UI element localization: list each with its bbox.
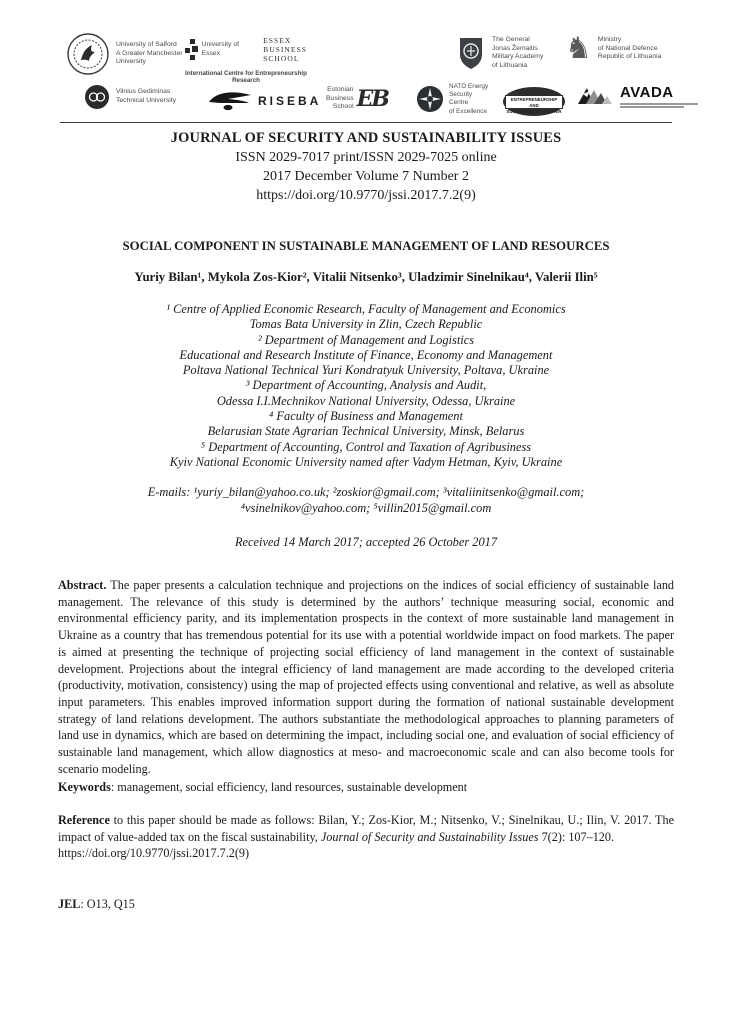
military-academy-logo [458, 36, 543, 70]
military-academy-text-line: Jonas Žemaitis [492, 44, 538, 52]
article-emails [58, 485, 674, 516]
jel-label: JEL [58, 897, 81, 911]
jel-line [58, 896, 674, 913]
article-title: SOCIAL COMPONENT IN SUSTAINABLE MANAGEMENT OF LAND RESOURCES [122, 239, 610, 253]
esc-text-line: ENTREPRENEURSHIP AND [510, 97, 558, 108]
ministry-of-defence-logo [565, 31, 662, 66]
nato-energy-centre-logo [416, 83, 488, 116]
affiliation-line: Odessa I.I.Mechnikov National University, Odessa, Ukraine [216, 393, 516, 408]
ebs-text-line: Business [326, 94, 354, 102]
estonian-business-school-logo [326, 86, 388, 112]
affiliation-line: Kyiv National Economic University named after Vadym Hetman, Kyiv, Ukraine [169, 454, 563, 469]
riseba-logo [208, 90, 321, 112]
avada-logo [578, 85, 698, 108]
military-academy-text-line: Military Academy [492, 53, 544, 61]
affiliation-line: Poltava National Technical Yuri Kondratyuk University, Poltava, Ukraine [182, 363, 550, 378]
abstract-text: The paper presents a calculation technique and projections on the indices of social efficiency of sustainable land management. The relevance of this study is determined by the authors’ technique measuring social, economic and environmental efficiency parity, and its implementation prospects in the context of more sustainable land management in Ukraine as a country that has tremendous potential for its use with a potential worldwide impact on food markets. The paper is aimed at presenting the technique of projecting social efficiency of land management in the context of sustainable development. Projections about the integral efficiency of land management are made according to the developed criteria (productivity, motivation, consistency) using the map of projected effects using conventional and relative, as well as absolute input parameters. This enables improved information support during the formation of national sustainable development strategy of land relations development. The authors substantiate the methodological approaches to planning parameters of land use in dynamics, which are based on determining the impact, including social one, and evaluation of social efficiency of sustainable land management, which allow diagnostics at meso- and macroeconomic scale and can also become tools for scenario modeling. [58, 578, 674, 776]
affiliation-line: ³ Department of Accounting, Analysis and Audit, [245, 378, 487, 393]
reference-label: Reference [58, 813, 110, 827]
essex-business-school-line: ESSEX [263, 36, 292, 45]
affiliation-line: ¹ Centre of Applied Economic Research, Faculty of Management and Economics [166, 302, 566, 316]
affiliation-line: ² Department of Management and Logistics [257, 332, 475, 347]
journal-issn: ISSN 2029-7017 print/ISSN 2029-7025 online [235, 150, 497, 165]
riseba-label: RISEBA [258, 94, 322, 108]
military-academy-shield-icon [458, 36, 484, 70]
journal-doi-link[interactable]: https://doi.org/10.9770/jssi.2017.7.2(9) [256, 188, 476, 203]
keywords-line [58, 779, 674, 796]
essex-business-school-line: BUSINESS [263, 45, 307, 54]
keywords-label: Keywords [58, 780, 111, 794]
affiliation-line: Educational and Research Institute of Finance, Economy and Management [179, 347, 553, 362]
ministry-text-line: Republic of Lithuania [597, 53, 662, 61]
essex-business-school-line: SCHOOL [263, 54, 300, 63]
emails-line: E-mails: ¹yuriy_bilan@yahoo.co.uk; ²zoskior@gmail.com; ³vitaliinitsenko@gmail.com; [147, 485, 585, 499]
military-academy-text-line: of Lithuania [492, 61, 528, 69]
article-affiliations [58, 302, 674, 470]
reference-text-after: 7(2): 107–120. [538, 829, 615, 844]
ebs-text-line: Estonian [327, 86, 354, 93]
avada-triangles-icon [578, 85, 616, 107]
salford-text-line: A Greater Manchester [116, 49, 183, 57]
vilnius-gediminas-seal-icon [84, 84, 110, 110]
affiliation-line: Belarusian State Agrarian Technical University, Minsk, Belarus [207, 424, 525, 439]
vgtu-text-line: Technical University [116, 97, 177, 104]
university-of-essex-squares-icon [185, 39, 197, 61]
abstract-paragraph [58, 577, 674, 777]
ebs-text-line: School [332, 103, 354, 111]
header-divider [60, 122, 672, 123]
vilnius-gediminas-logo [84, 84, 176, 110]
reference-paragraph [58, 812, 674, 862]
entrepreneurship-sustainability-center-logo [503, 86, 565, 118]
affiliation-line: ⁴ Faculty of Business and Management [269, 409, 463, 424]
jel-codes: : O13, Q15 [80, 897, 135, 911]
salford-text-line: University [116, 58, 146, 66]
essex-university-label: University of Essex [201, 40, 239, 57]
esc-text-line: SUSTAINABILITY CENTER [506, 109, 562, 114]
avada-label: AVADA [620, 84, 674, 101]
affiliation-line: Tomas Bata University in Zlin, Czech Republic [249, 317, 483, 332]
reference-text-before: to this paper should be made as follows: Bilan, Y.; Zos-Kior, M.; Nitsenko, V.; Sinelnikau, U.; Ilin, V. 2017. The impact of value-added tax on the fiscal sustainability, [58, 813, 674, 844]
article-authors: Yuriy Bilan¹, Mykola Zos-Kior², Vitalii Nitsenko³, Uladzimir Sinelnikau⁴, Valerii Ilin⁵ [134, 270, 598, 284]
university-of-salford-logo [66, 32, 183, 76]
nato-energy-centre-seal-icon [416, 85, 444, 113]
avada-tagline-lines [620, 103, 698, 109]
keywords-text: : management, social efficiency, land resources, sustainable development [110, 780, 468, 794]
nato-text-line: of Excellence [449, 107, 488, 115]
affiliation-line: ⁵ Department of Accounting, Control and Taxation of Agribusiness [200, 439, 532, 454]
ebs-monogram-icon: EB [356, 85, 388, 112]
essex-centre-subtitle: International Centre for Entrepreneurship Research [185, 70, 307, 84]
reference-doi-link[interactable]: https://doi.org/10.9770/jssi.2017.7.2(9) [58, 846, 250, 861]
ministry-text-line: of National Defence [597, 44, 658, 52]
journal-masthead [58, 129, 674, 205]
nato-text-line: Security [449, 91, 473, 99]
journal-title: JOURNAL OF SECURITY AND SUSTAINABILITY ISSUES [170, 130, 562, 146]
vgtu-text-line: Vilnius Gediminas [116, 88, 171, 96]
received-accepted-dates: Received 14 March 2017; accepted 26 October 2017 [234, 535, 498, 549]
university-of-essex-logo [185, 36, 307, 84]
military-academy-text-line: The General [492, 36, 530, 43]
vytis-coat-of-arms-icon: ♞ [565, 31, 592, 66]
riseba-swoosh-icon [208, 90, 252, 112]
nato-text-line: Centre [449, 99, 469, 107]
nato-text-line: NATO Energy [449, 83, 489, 90]
journal-volume: 2017 December Volume 7 Number 2 [263, 169, 469, 184]
emails-line: ⁴vsinelnikov@yahoo.com; ⁵villin2015@gmail.com [240, 500, 492, 515]
abstract-label: Abstract. [58, 578, 107, 592]
university-of-salford-crest-icon [66, 32, 110, 76]
salford-text-line: University of Salford [116, 41, 177, 49]
ministry-text-line: Ministry [597, 36, 622, 44]
reference-journal-name: Journal of Security and Sustainability Issues [320, 829, 539, 844]
